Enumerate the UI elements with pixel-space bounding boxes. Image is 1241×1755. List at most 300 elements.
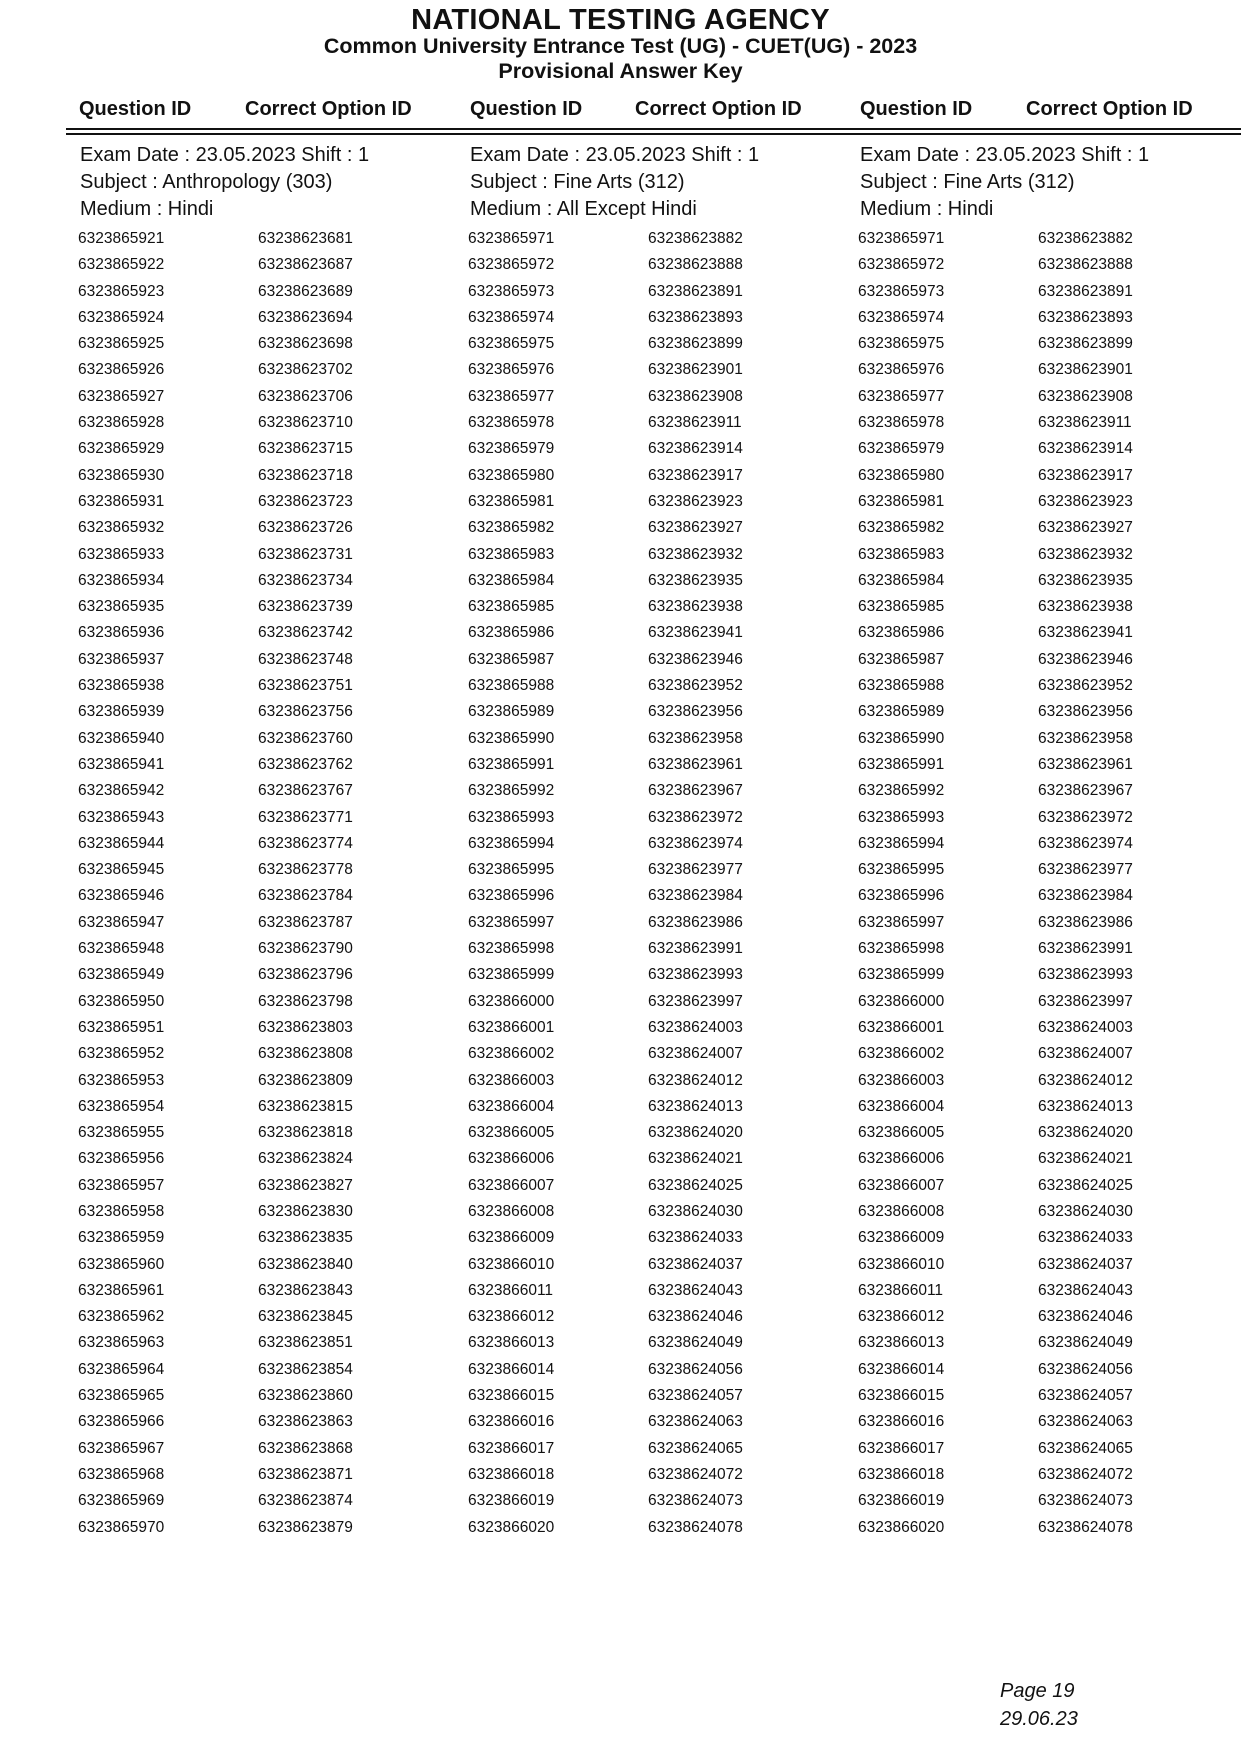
table-row	[858, 1436, 1241, 1462]
correct-option-id: 63238623694	[258, 308, 353, 326]
subject: Subject : Anthropology (303)	[80, 171, 333, 193]
table-row	[78, 410, 468, 436]
correct-option-id: 63238623956	[1038, 703, 1133, 721]
correct-option-id: 63238623771	[258, 808, 353, 826]
correct-option-id: 63238623974	[1038, 834, 1133, 852]
exam-date-shift: Exam Date : 23.05.2023 Shift : 1	[470, 144, 760, 166]
table-row	[468, 515, 858, 541]
correct-option-id: 63238623882	[1038, 230, 1133, 247]
correct-option-id: 63238623854	[258, 1360, 353, 1378]
question-id: 6323866018	[858, 1465, 945, 1483]
question-id: 6323865922	[78, 256, 165, 274]
correct-option-id: 63238623911	[648, 414, 742, 432]
table-row	[858, 1515, 1241, 1541]
correct-option-id: 63238623860	[258, 1387, 353, 1405]
correct-option-id: 63238623893	[1038, 308, 1133, 326]
table-row	[468, 1225, 858, 1251]
question-id: 6323865945	[78, 861, 165, 879]
table-row	[858, 1278, 1241, 1304]
correct-option-id: 63238623991	[1038, 940, 1133, 958]
question-id: 6323865979	[468, 440, 555, 458]
correct-option-id: 63238623888	[648, 256, 743, 274]
correct-option-id: 63238623901	[1038, 361, 1133, 379]
correct-option-id: 63238623935	[1038, 571, 1133, 589]
question-id: 6323865979	[858, 440, 945, 458]
correct-option-id: 63238624012	[648, 1071, 743, 1089]
table-row	[78, 989, 468, 1015]
correct-option-id: 63238624012	[1038, 1071, 1133, 1089]
question-id: 6323865954	[78, 1097, 165, 1115]
correct-option-id: 63238623952	[648, 677, 743, 695]
question-id: 6323866006	[468, 1150, 555, 1168]
correct-option-id: 63238623967	[1038, 782, 1133, 800]
question-id: 6323865928	[78, 414, 165, 432]
table-row	[858, 1304, 1241, 1330]
table-row	[78, 1094, 468, 1120]
question-id: 6323866004	[858, 1097, 945, 1115]
question-id: 6323865974	[858, 308, 945, 326]
correct-option-id: 63238623871	[258, 1465, 353, 1483]
table-row	[858, 515, 1241, 541]
correct-option-id: 63238624049	[648, 1334, 743, 1352]
question-id: 6323866020	[468, 1518, 555, 1536]
table-row	[858, 726, 1241, 752]
correct-option-id: 63238623851	[258, 1334, 353, 1352]
table-row	[858, 252, 1241, 278]
correct-option-id: 63238623731	[258, 545, 353, 563]
exam-name: Common University Entrance Test (UG) - CUET(UG) - 2023	[323, 34, 918, 58]
correct-option-id: 63238623986	[648, 913, 743, 931]
question-id: 6323865987	[858, 650, 945, 668]
correct-option-id: 63238623984	[648, 887, 743, 905]
table-row	[858, 647, 1241, 673]
correct-option-id: 63238623984	[1038, 887, 1133, 905]
correct-option-id: 63238623796	[258, 966, 353, 984]
table-row	[468, 1252, 858, 1278]
correct-option-id: 63238623891	[1038, 282, 1133, 300]
table-row	[858, 1146, 1241, 1172]
correct-option-id: 63238623706	[258, 387, 353, 405]
question-id: 6323865923	[78, 282, 165, 300]
question-id: 6323865985	[468, 598, 555, 616]
table-row	[78, 1068, 468, 1094]
correct-option-id: 63238624043	[1038, 1281, 1133, 1299]
question-id: 6323866008	[858, 1202, 945, 1220]
question-id: 6323865924	[78, 308, 165, 326]
correct-option-id: 63238623879	[258, 1518, 353, 1536]
correct-option-id: 63238623824	[258, 1150, 353, 1168]
correct-option-id: 63238623932	[1038, 545, 1133, 563]
question-id: 6323865987	[468, 650, 555, 668]
question-id: 6323865958	[78, 1202, 165, 1220]
correct-option-id: 63238624013	[1038, 1097, 1133, 1115]
correct-option-id: 63238623908	[1038, 387, 1133, 405]
question-id: 6323865966	[78, 1413, 165, 1431]
table-row	[858, 1199, 1241, 1225]
question-id: 6323865964	[78, 1360, 165, 1378]
table-row	[468, 1094, 858, 1120]
correct-option-id: 63238623991	[648, 940, 743, 958]
question-id: 6323866016	[468, 1413, 555, 1431]
table-row	[78, 1173, 468, 1199]
table-row	[468, 673, 858, 699]
column-header-question-id: Question ID	[860, 98, 973, 120]
table-row	[78, 831, 468, 857]
table-row	[78, 1383, 468, 1409]
correct-option-id: 63238624020	[1038, 1124, 1133, 1142]
correct-option-id: 63238624033	[648, 1229, 743, 1247]
question-id: 6323865981	[858, 492, 945, 510]
correct-option-id: 63238623961	[648, 755, 743, 773]
question-id: 6323865998	[468, 940, 555, 958]
table-row	[858, 1409, 1241, 1435]
table-row	[858, 1094, 1241, 1120]
table-row	[858, 1041, 1241, 1067]
question-id: 6323865971	[858, 230, 945, 247]
table-row	[858, 831, 1241, 857]
question-id: 6323866012	[858, 1308, 945, 1326]
question-id: 6323865997	[468, 913, 555, 931]
correct-option-id: 63238623808	[258, 1045, 353, 1063]
correct-option-id: 63238623742	[258, 624, 353, 642]
question-id: 6323866007	[468, 1176, 555, 1194]
question-id: 6323865944	[78, 834, 165, 852]
table-row	[858, 436, 1241, 462]
question-id: 6323865977	[858, 387, 945, 405]
table-row	[468, 699, 858, 725]
table-row	[468, 1488, 858, 1514]
table-row	[468, 1357, 858, 1383]
question-id: 6323866014	[858, 1360, 945, 1378]
correct-option-id: 63238624033	[1038, 1229, 1133, 1247]
question-id: 6323865978	[858, 414, 945, 432]
correct-option-id: 63238623734	[258, 571, 353, 589]
question-id: 6323865943	[78, 808, 165, 826]
question-id: 6323865986	[858, 624, 945, 642]
correct-option-id: 63238623702	[258, 361, 353, 379]
correct-option-id: 63238623710	[258, 414, 353, 432]
table-row	[468, 1015, 858, 1041]
correct-option-id: 63238623927	[1038, 519, 1133, 537]
question-id: 6323866002	[468, 1045, 555, 1063]
table-row	[78, 331, 468, 357]
table-row	[468, 1146, 858, 1172]
question-id: 6323865976	[468, 361, 555, 379]
correct-option-id: 63238623689	[258, 282, 353, 300]
correct-option-id: 63238623739	[258, 598, 353, 616]
table-row	[468, 594, 858, 620]
table-row	[858, 1015, 1241, 1041]
question-id: 6323865955	[78, 1124, 165, 1142]
column-header-correct-option-id: Correct Option ID	[245, 98, 412, 120]
table-row	[858, 1068, 1241, 1094]
exam-date-shift: Exam Date : 23.05.2023 Shift : 1	[860, 144, 1150, 166]
medium: Medium : Hindi	[860, 198, 994, 220]
question-id: 6323866015	[858, 1387, 945, 1405]
correct-option-id: 63238623756	[258, 703, 353, 721]
question-id: 6323865941	[78, 755, 165, 773]
question-id: 6323865980	[468, 466, 555, 484]
question-id: 6323865951	[78, 1018, 165, 1036]
correct-option-id: 63238624007	[1038, 1045, 1133, 1063]
question-id: 6323865953	[78, 1071, 165, 1089]
table-row	[78, 1488, 468, 1514]
question-id: 6323865959	[78, 1229, 165, 1247]
question-id: 6323865995	[468, 861, 555, 879]
question-id: 6323865935	[78, 598, 165, 616]
correct-option-id: 63238623784	[258, 887, 353, 905]
question-id: 6323865952	[78, 1045, 165, 1063]
answer-key-block	[468, 142, 858, 1536]
table-row	[468, 620, 858, 646]
table-row	[468, 1173, 858, 1199]
correct-option-id: 63238623927	[648, 519, 743, 537]
correct-option-id: 63238624030	[648, 1202, 743, 1220]
question-id: 6323865929	[78, 440, 165, 458]
table-row	[468, 726, 858, 752]
question-id: 6323865988	[468, 677, 555, 695]
question-id: 6323866013	[468, 1334, 555, 1352]
correct-option-id: 63238623888	[1038, 256, 1133, 274]
question-id: 6323865991	[858, 755, 945, 773]
table-row	[78, 436, 468, 462]
question-id: 6323866014	[468, 1360, 555, 1378]
medium: Medium : All Except Hindi	[470, 198, 697, 220]
correct-option-id: 63238623809	[258, 1071, 353, 1089]
table-row	[858, 568, 1241, 594]
question-id: 6323865975	[858, 335, 945, 353]
question-id: 6323866010	[468, 1255, 555, 1273]
table-row	[78, 252, 468, 278]
question-id: 6323866020	[858, 1518, 945, 1536]
table-row	[858, 226, 1241, 252]
correct-option-id: 63238623840	[258, 1255, 353, 1273]
correct-option-id: 63238623835	[258, 1229, 353, 1247]
table-row	[78, 699, 468, 725]
correct-option-id: 63238623893	[648, 308, 743, 326]
table-row	[858, 1462, 1241, 1488]
question-id: 6323865950	[78, 992, 165, 1010]
table-row	[468, 226, 858, 252]
correct-option-id: 63238623956	[648, 703, 743, 721]
answer-rows	[858, 226, 1241, 1541]
table-row	[858, 883, 1241, 909]
correct-option-id: 63238624037	[1038, 1255, 1133, 1273]
correct-option-id: 63238624013	[648, 1097, 743, 1115]
table-row	[858, 910, 1241, 936]
question-id: 6323865970	[78, 1518, 165, 1536]
question-id: 6323865996	[858, 887, 945, 905]
question-id: 6323866000	[468, 992, 555, 1010]
question-id: 6323865985	[858, 598, 945, 616]
table-row	[468, 1330, 858, 1356]
table-row	[858, 936, 1241, 962]
table-row	[858, 410, 1241, 436]
question-id: 6323865946	[78, 887, 165, 905]
correct-option-id: 63238623972	[648, 808, 743, 826]
question-id: 6323865992	[468, 782, 555, 800]
document-type: Provisional Answer Key	[498, 59, 743, 83]
question-id: 6323865965	[78, 1387, 165, 1405]
correct-option-id: 63238623845	[258, 1308, 353, 1326]
table-row	[858, 542, 1241, 568]
correct-option-id: 63238624037	[648, 1255, 743, 1273]
question-id: 6323865974	[468, 308, 555, 326]
table-row	[78, 910, 468, 936]
question-id: 6323865980	[858, 466, 945, 484]
correct-option-id: 63238623774	[258, 834, 353, 852]
correct-option-id: 63238623914	[648, 440, 743, 458]
table-row	[78, 778, 468, 804]
correct-option-id: 63238623899	[1038, 335, 1133, 353]
question-id: 6323865972	[468, 256, 555, 274]
table-row	[78, 1146, 468, 1172]
correct-option-id: 63238623923	[1038, 492, 1133, 510]
table-row	[858, 331, 1241, 357]
question-id: 6323866015	[468, 1387, 555, 1405]
correct-option-id: 63238624063	[1038, 1413, 1133, 1431]
table-row	[468, 1199, 858, 1225]
correct-option-id: 63238623718	[258, 466, 353, 484]
correct-option-id: 63238624063	[648, 1413, 743, 1431]
question-id: 6323865960	[78, 1255, 165, 1273]
question-id: 6323865961	[78, 1281, 165, 1299]
question-id: 6323866011	[468, 1281, 554, 1299]
correct-option-id: 63238623827	[258, 1176, 353, 1194]
table-row	[78, 568, 468, 594]
correct-option-id: 63238623830	[258, 1202, 353, 1220]
question-id: 6323865948	[78, 940, 165, 958]
question-id: 6323865994	[858, 834, 945, 852]
table-row	[468, 831, 858, 857]
table-row	[858, 594, 1241, 620]
correct-option-id: 63238623798	[258, 992, 353, 1010]
question-id: 6323865967	[78, 1439, 165, 1457]
question-id: 6323866002	[858, 1045, 945, 1063]
table-row	[78, 1278, 468, 1304]
question-id: 6323865938	[78, 677, 165, 695]
table-row	[468, 1409, 858, 1435]
table-row	[78, 1357, 468, 1383]
correct-option-id: 63238623917	[648, 466, 743, 484]
question-id: 6323865981	[468, 492, 555, 510]
table-row	[468, 489, 858, 515]
footer-date: 29.06.23	[1000, 1708, 1078, 1730]
table-row	[78, 305, 468, 331]
table-row	[468, 910, 858, 936]
question-id: 6323865994	[468, 834, 555, 852]
table-row	[858, 805, 1241, 831]
correct-option-id: 63238623778	[258, 861, 353, 879]
question-id: 6323866009	[858, 1229, 945, 1247]
question-id: 6323865993	[468, 808, 555, 826]
table-row	[858, 1120, 1241, 1146]
table-row	[858, 305, 1241, 331]
question-id: 6323865976	[858, 361, 945, 379]
question-id: 6323865998	[858, 940, 945, 958]
table-row	[78, 1409, 468, 1435]
table-row	[468, 883, 858, 909]
table-row	[468, 410, 858, 436]
table-row	[468, 936, 858, 962]
table-row	[468, 1278, 858, 1304]
table-row	[468, 305, 858, 331]
correct-option-id: 63238623952	[1038, 677, 1133, 695]
table-row	[468, 1515, 858, 1541]
correct-option-id: 63238623911	[1038, 414, 1132, 432]
question-id: 6323865983	[858, 545, 945, 563]
correct-option-id: 63238623698	[258, 335, 353, 353]
correct-option-id: 63238624003	[648, 1018, 743, 1036]
correct-option-id: 63238624078	[648, 1518, 743, 1536]
table-row	[858, 620, 1241, 646]
question-id: 6323866003	[858, 1071, 945, 1089]
question-id: 6323865968	[78, 1465, 165, 1483]
correct-option-id: 63238624003	[1038, 1018, 1133, 1036]
table-row	[78, 463, 468, 489]
correct-option-id: 63238623997	[648, 992, 743, 1010]
correct-option-id: 63238623751	[258, 677, 353, 695]
answer-rows	[78, 226, 468, 1541]
table-row	[468, 331, 858, 357]
question-id: 6323865978	[468, 414, 555, 432]
correct-option-id: 63238623946	[648, 650, 743, 668]
question-id: 6323865984	[858, 571, 945, 589]
question-id: 6323866017	[468, 1439, 555, 1457]
table-row	[78, 1436, 468, 1462]
table-row	[78, 1041, 468, 1067]
column-header-question-id: Question ID	[79, 98, 192, 120]
question-id: 6323865973	[858, 282, 945, 300]
column-header-correct-option-id: Correct Option ID	[635, 98, 802, 120]
correct-option-id: 63238623790	[258, 940, 353, 958]
table-row	[78, 515, 468, 541]
answer-rows	[468, 226, 858, 1541]
table-row	[468, 568, 858, 594]
question-id: 6323866011	[858, 1281, 944, 1299]
table-row	[468, 463, 858, 489]
question-id: 6323865947	[78, 913, 165, 931]
subject: Subject : Fine Arts (312)	[860, 171, 1075, 193]
table-row	[858, 357, 1241, 383]
column-header-correct-option-id: Correct Option ID	[1026, 98, 1193, 120]
correct-option-id: 63238624056	[1038, 1360, 1133, 1378]
correct-option-id: 63238623726	[258, 519, 353, 537]
question-id: 6323865986	[468, 624, 555, 642]
table-row	[78, 857, 468, 883]
table-row	[468, 436, 858, 462]
correct-option-id: 63238624073	[648, 1492, 743, 1510]
correct-option-id: 63238623899	[648, 335, 743, 353]
table-row	[78, 805, 468, 831]
question-id: 6323865932	[78, 519, 165, 537]
question-id: 6323866017	[858, 1439, 945, 1457]
medium: Medium : Hindi	[80, 198, 214, 220]
correct-option-id: 63238623967	[648, 782, 743, 800]
correct-option-id: 63238623961	[1038, 755, 1133, 773]
table-row	[858, 1173, 1241, 1199]
correct-option-id: 63238623681	[258, 230, 353, 247]
correct-option-id: 63238624072	[1038, 1465, 1133, 1483]
table-row	[468, 1436, 858, 1462]
correct-option-id: 63238623986	[1038, 913, 1133, 931]
correct-option-id: 63238623863	[258, 1413, 353, 1431]
question-id: 6323865993	[858, 808, 945, 826]
question-id: 6323866007	[858, 1176, 945, 1194]
table-row	[858, 1383, 1241, 1409]
question-id: 6323865973	[468, 282, 555, 300]
correct-option-id: 63238623941	[648, 624, 743, 642]
